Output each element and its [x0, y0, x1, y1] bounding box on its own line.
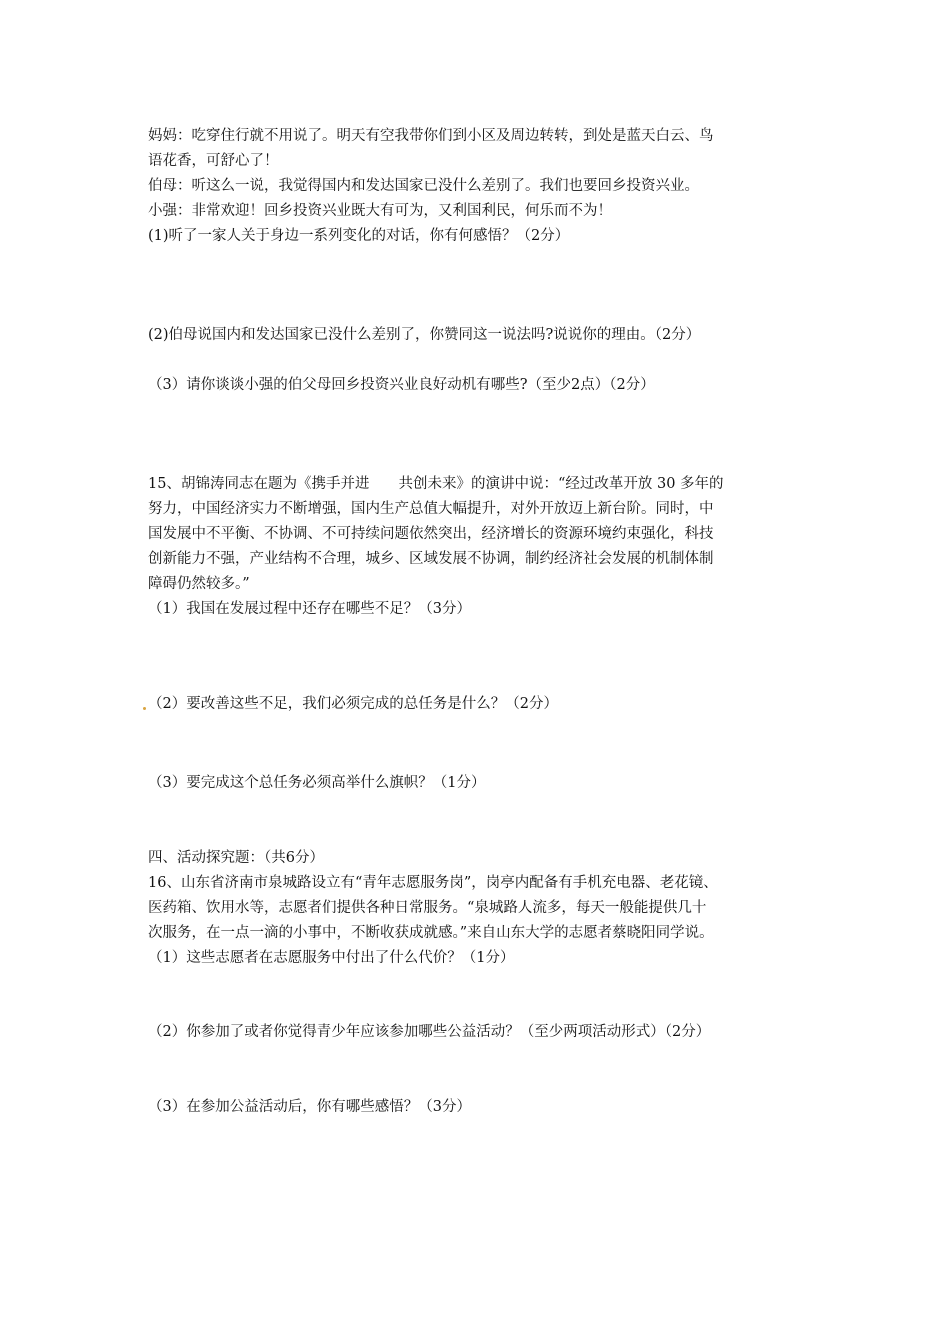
q15-stem-line-4: 创新能力不强，产业结构不合理，城乡、区域发展不协调，制约经济社会发展的机制体制: [148, 551, 714, 567]
q15-sub3: （3）要完成这个总任务必须高举什么旗帜？（1分）: [148, 775, 486, 791]
dialogue-line-xiaoqiang: 小强：非常欢迎！回乡投资兴业既大有可为，又利国利民，何乐而不为！: [148, 203, 612, 219]
q15-sub2: （2）要改善这些不足，我们必须完成的总任务是什么？（2分）: [148, 696, 558, 712]
dialogue-line-mom-2: 语花香，可舒心了！: [148, 153, 279, 169]
q16-sub2: （2）你参加了或者你觉得青少年应该参加哪些公益活动？（至少两项活动形式）（2分）: [148, 1024, 711, 1040]
q14-sub2: (2)伯母说国内和发达国家已没什么差别了，你赞同这一说法吗?说说你的理由。（2分）: [148, 327, 701, 343]
q14-sub1: (1)听了一家人关于身边一系列变化的对话，你有何感悟？（2分）: [148, 228, 570, 244]
q15-stem-line-2: 努力，中国经济实力不断增强，国内生产总值大幅提升，对外开放迈上新台阶。同时，中: [148, 501, 714, 517]
q15-stem-line-1: 15、胡锦涛同志在题为《携手并进 共创未来》的演讲中说：“经过改革开放 30 多年的: [148, 476, 724, 492]
q16-sub3: （3）在参加公益活动后，你有哪些感悟？（3分）: [148, 1099, 471, 1115]
dialogue-line-mom-1: 妈妈：吃穿住行就不用说了。明天有空我带你们到小区及周边转转，到处是蓝天白云、鸟: [148, 128, 714, 144]
dialogue-line-aunt: 伯母：听这么一说，我觉得国内和发达国家已没什么差别了。我们也要回乡投资兴业。: [148, 178, 699, 194]
q16-sub1: （1）这些志愿者在志愿服务中付出了什么代价？（1分）: [148, 950, 515, 966]
q16-stem-line-2: 医药箱、饮用水等，志愿者们提供各种日常服务。“泉城路人流多，每天一般能提供几十: [148, 900, 707, 916]
q16-stem-line-1: 16、山东省济南市泉城路设立有“青年志愿服务岗”，岗亭内配备有手机充电器、老花镜、: [148, 875, 718, 891]
q16-stem-line-3: 次服务，在一点一滴的小事中，不断收获成就感。”来自山东大学的志愿者蔡晓阳同学说。: [148, 925, 714, 941]
q15-stem-line-3: 国发展中不平衡、不协调、不可持续问题依然突出，经济增长的资源环境约束强化，科技: [148, 526, 714, 542]
stray-dot-mark: [143, 707, 146, 710]
q15-sub1: （1）我国在发展过程中还存在哪些不足？（3分）: [148, 601, 471, 617]
section-4-heading: 四、活动探究题：（共6分）: [148, 850, 324, 866]
q15-stem-line-5: 障碍仍然较多。”: [148, 576, 250, 592]
q14-sub3: （3）请你谈谈小强的伯父母回乡投资兴业良好动机有哪些?（至少2点）（2分）: [148, 377, 655, 393]
